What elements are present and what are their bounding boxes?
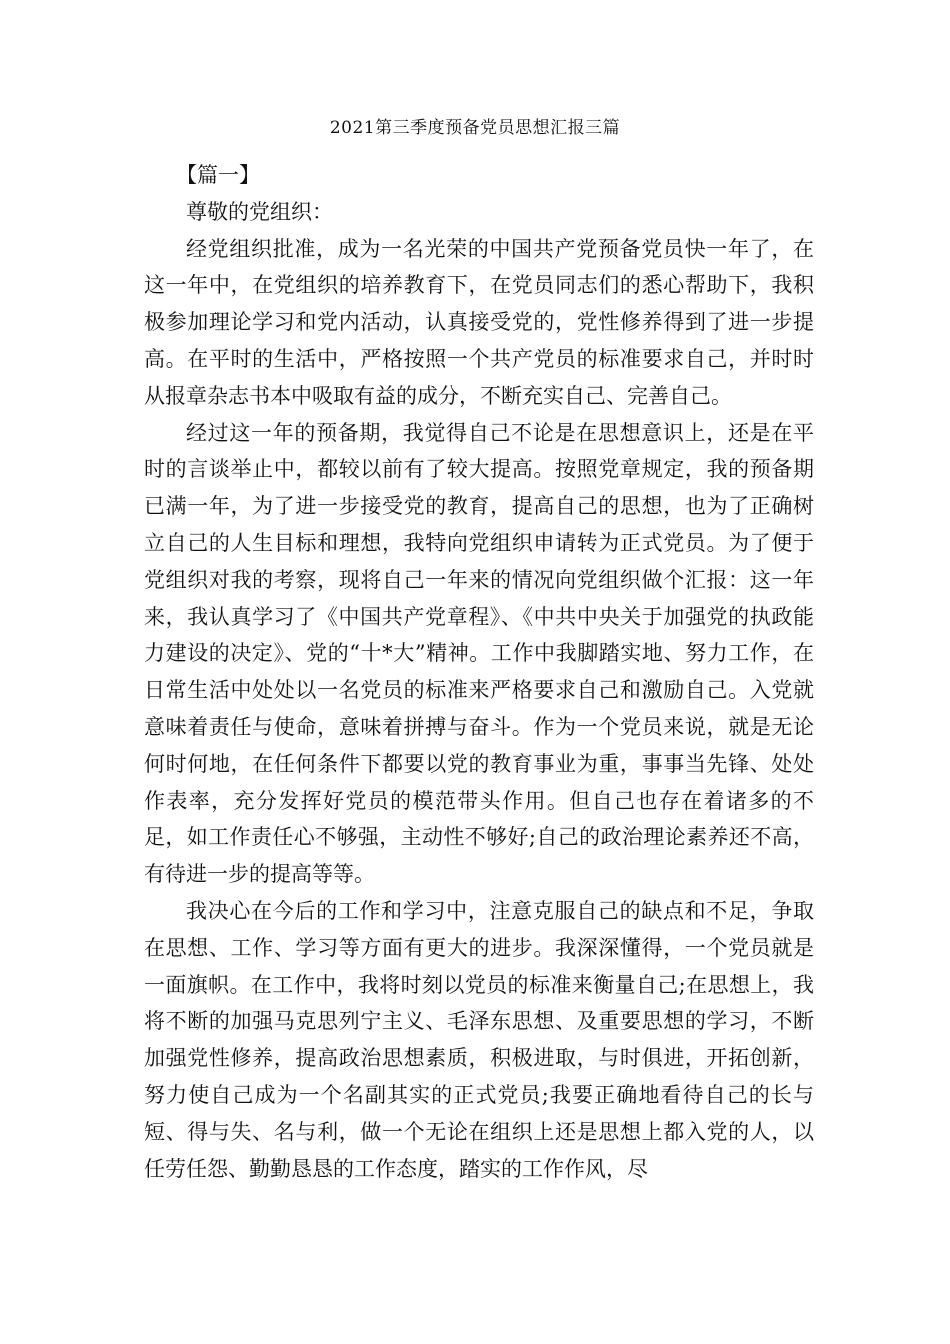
paragraph-1: 经党组织批准，成为一名光荣的中国共产党预备党员快一年了，在这一年中，在党组织的培养教育下，在党员同志们的悉心帮助下，我积极参加理论学习和党内活动，认真接受党的，党性修养得到了进一步提高。在平时的生活中，严格按照一个共产党员的标准要求自己，并时时从报章杂志书本中吸取有益的成分，不断充实自己、完善自己。 (144, 236, 814, 408)
salutation: 尊敬的党组织： (186, 199, 333, 224)
paragraph-3: 我决心在今后的工作和学习中，注意克服自己的缺点和不足，争取在思想、工作、学习等方面有更大的进步。我深深懂得，一个党员就是一面旗帜。在工作中，我将时刻以党员的标准来衡量自己;在思想上，我将不断的加强马克思列宁主义、毛泽东思想、及重要思想的学习，不断加强党性修养，提高政治思想素质，积极进取，与时俱进，开拓创新，努力使自己成为一个名副其实的正式党员;我要正确地看待自己的长与短、得与失、名与利，做一个无论在组织上还是思想上都入党的人，以任劳任怨、勤勤恳恳的工作态度，踏实的工作作风，尽 (144, 898, 814, 1181)
paragraph-2: 经过这一年的预备期，我觉得自己不论是在思想意识上，还是在平时的言谈举止中，都较以前有了较大提高。按照党章规定，我的预备期已满一年，为了进一步接受党的教育，提高自己的思想，也为了正确树立自己的人生目标和理想，我特向党组织申请转为正式党员。为了便于党组织对我的考察，现将自己一年来的情况向党组织做个汇报：这一年来，我认真学习了《中国共产党章程》、《中共中央关于加强党的执政能力建设的决定》、党的“十*大”精神。工作中我脚踏实地、努力工作，在日常生活中处处以一名党员的标准来严格要求自己和激励自己。入党就意味着责任与使命，意味着拼搏与奋斗。作为一个党员来说，就是无论何时何地，在任何条件下都要以党的教育事业为重，事事当先锋、处处作表率，充分发挥好党员的模范带头作用。但自己也存在着诸多的不足，如工作责任心不够强，主动性不够好;自己的政治理论素养还不高，有待进一步的提高等等。 (144, 420, 814, 887)
document-body (144, 157, 814, 1187)
document-title: 2021第三季度预备党员思想汇报三篇 (329, 118, 621, 138)
section-heading: 【篇一】 (176, 163, 260, 187)
